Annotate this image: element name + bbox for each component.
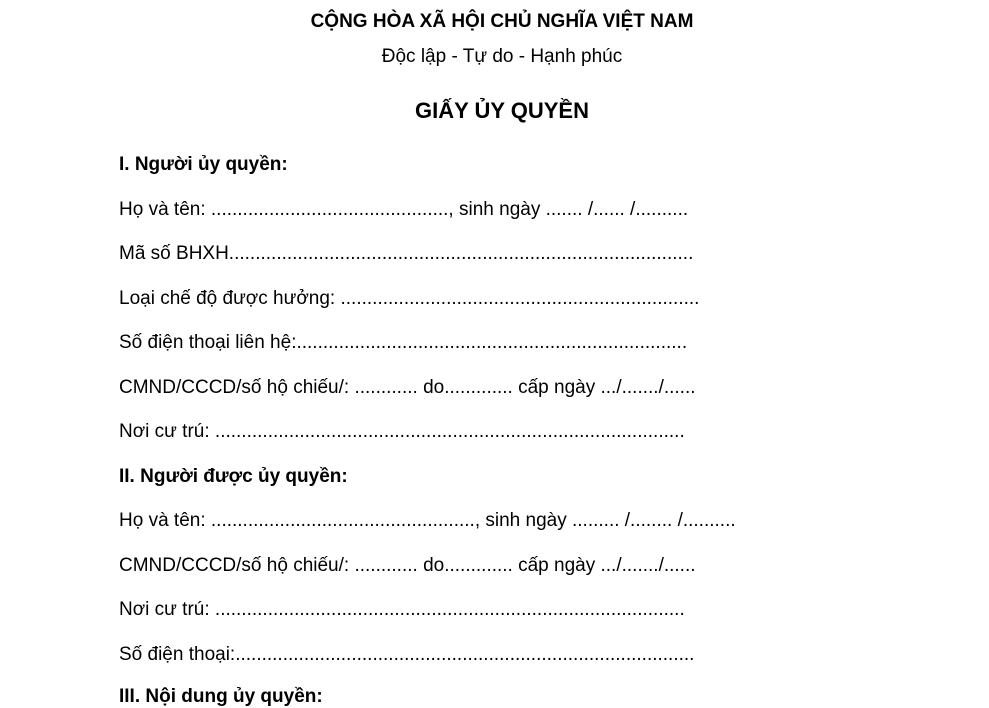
section3-heading: III. Nội dung ủy quyền: <box>119 686 323 707</box>
grantee-residence-line: Nơi cư trú: ......................................................................................... <box>119 599 685 620</box>
grantor-name-line: Họ và tên: ............................................., sinh ngày ....... /...... /.......... <box>119 199 689 220</box>
grantor-phone-line: Số điện thoại liên hệ:.......................................................................... <box>119 332 688 353</box>
grantor-social-insurance-line: Mã số BHXH........................................................................................ <box>119 243 694 264</box>
grantor-benefit-type-line: Loại chế độ được hưởng: .................................................................... <box>119 288 700 309</box>
grantee-name-line: Họ và tên: .................................................., sinh ngày ......... /........ /.......... <box>119 510 736 531</box>
nation-header: CỘNG HÒA XÃ HỘI CHỦ NGHĨA VIỆT NAM <box>310 11 694 32</box>
section1-heading: I. Người ủy quyền: <box>119 154 288 175</box>
section2-heading: II. Người được ủy quyền: <box>119 466 348 487</box>
document-title: GIẤY ỦY QUYỀN <box>414 98 589 123</box>
grantor-id-line: CMND/CCCD/số hộ chiếu/: ............ do............. cấp ngày .../......./...... <box>119 377 696 398</box>
motto: Độc lập - Tự do - Hạnh phúc <box>381 46 623 67</box>
grantor-residence-line: Nơi cư trú: ......................................................................................... <box>119 421 685 442</box>
grantee-phone-line: Số điện thoại:....................................................................................... <box>119 644 695 665</box>
grantee-id-line: CMND/CCCD/số hộ chiếu/: ............ do............. cấp ngày .../......./...... <box>119 555 696 576</box>
